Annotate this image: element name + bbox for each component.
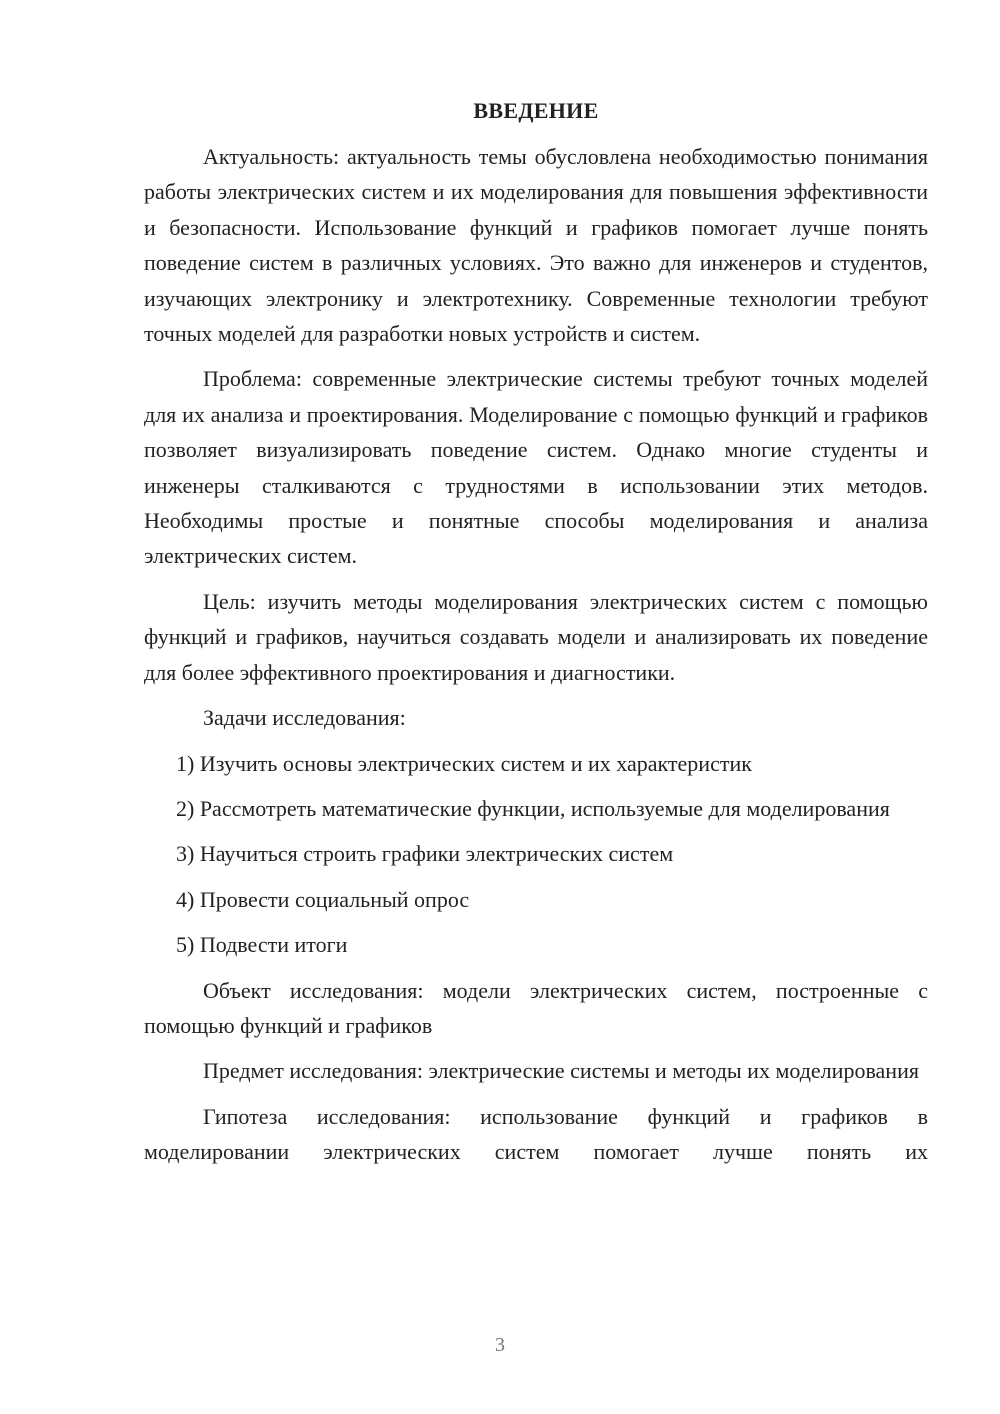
goal-paragraph: Цель: изучить методы моделирования электрических систем с помощью функций и графиков, научиться создавать модели и анализировать их поведение для более эффективного проектирования и диагностики.: [144, 588, 928, 685]
task-item: 3) Научиться строить графики электрических систем: [176, 841, 674, 867]
section-title: ВВЕДЕНИЕ: [473, 98, 599, 123]
task-item: 1) Изучить основы электрических систем и их характеристик: [176, 750, 752, 776]
subject-paragraph: Предмет исследования: электрические системы и методы их моделирования: [203, 1058, 919, 1084]
page-number: 3: [495, 1334, 505, 1356]
object-paragraph: Объект исследования: модели электрических систем, построенные с помощью функций и графиков: [144, 977, 928, 1038]
tasks-heading: Задачи исследования:: [203, 705, 406, 731]
relevance-paragraph: Актуальность: актуальность темы обусловлена необходимостью понимания работы электрических систем и их моделирования для повышения эффективности и безопасности. Использование функций и графиков помогает лучше понять поведение систем в различных условиях. Это важно для инженеров и студентов, изучающих электронику и электротехнику. Современные технологии требуют точных моделей для разработки новых устройств и систем.: [144, 144, 928, 347]
task-item: 5) Подвести итоги: [176, 932, 348, 958]
problem-paragraph: Проблема: современные электрические системы требуют точных моделей для их анализа и проектирования. Моделирование с помощью функций и графиков позволяет визуализировать поведение систем. Однако многие студенты и инженеры сталкиваются с трудностями в использовании этих методов. Необходимы простые и понятные способы моделирования и анализа электрических систем.: [144, 366, 928, 569]
hypothesis-paragraph: Гипотеза исследования: использование функций и графиков в моделировании электрических систем помогает лучше понять их: [144, 1103, 928, 1165]
task-item: 2) Рассмотреть математические функции, используемые для моделирования: [176, 795, 890, 821]
document-page: [144, 96, 928, 1180]
task-item: 4) Провести социальный опрос: [176, 886, 470, 912]
